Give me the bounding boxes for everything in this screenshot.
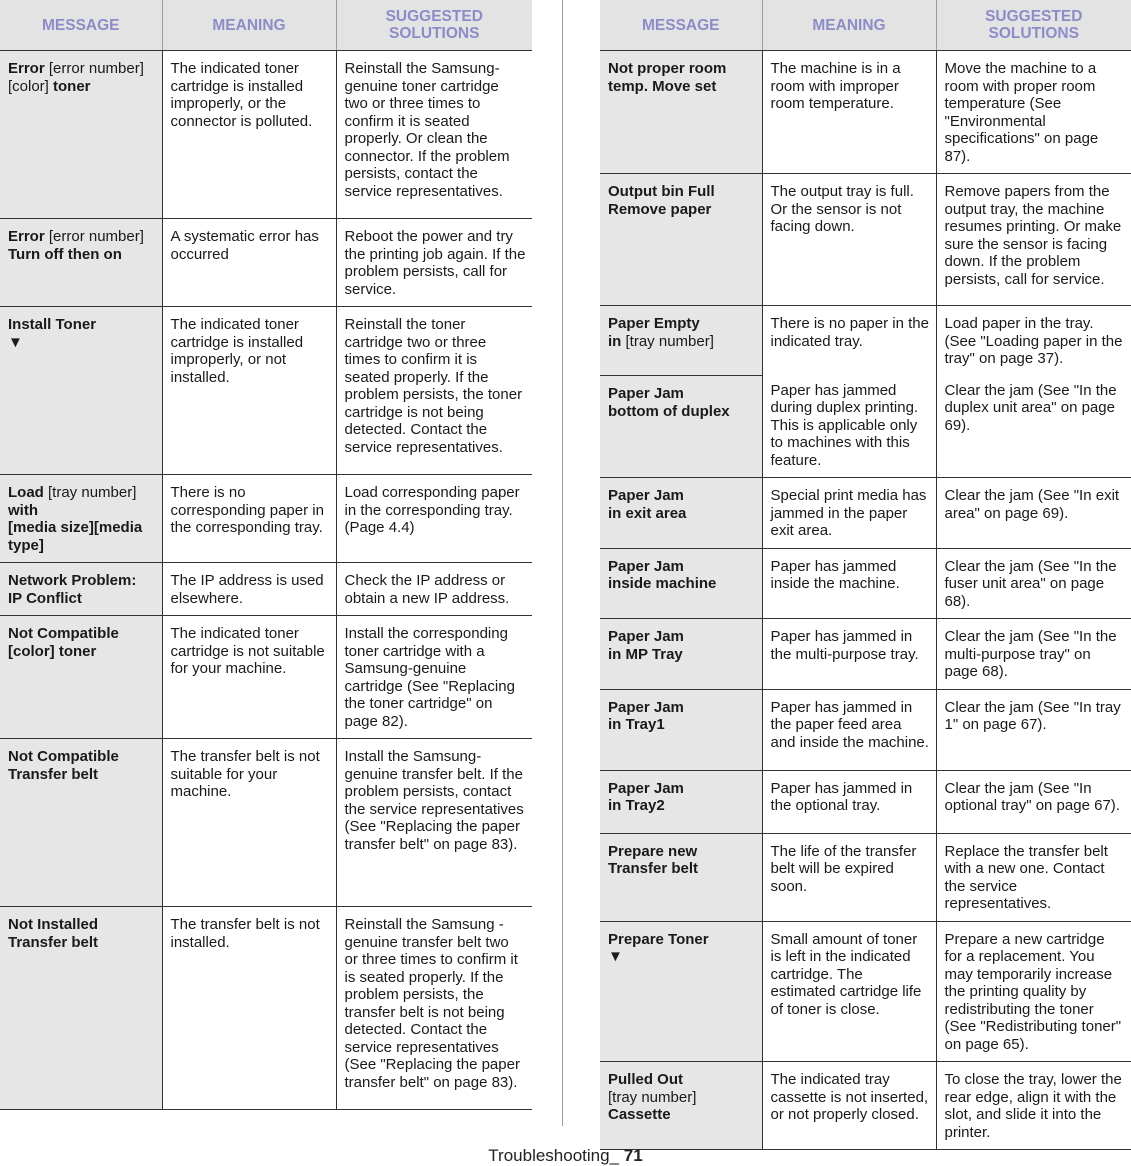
table-row [600,770,1131,833]
table-row [0,739,532,907]
header-row [0,0,532,51]
header-meaning: MEANING [762,0,936,51]
meaning-cell: Paper has jammed during duplex printing. This is applicable only to machines with this feature. [762,376,936,478]
header-meaning: MEANING [162,0,336,51]
down-arrow-icon: ▼ [8,333,23,351]
message-cell: Install Toner ▼ [0,307,162,475]
message-cell: Load [tray number] with [media size][media type] [0,475,162,563]
message-cell: Not Installed Transfer belt [0,907,162,1110]
table-row [0,51,532,219]
solution-cell: Reinstall the Samsung-genuine toner cartridge two or three times to confirm it is seated properly. Or clean the connector. If the problem persists, contact the service representatives. [336,51,532,219]
column-divider [562,0,563,1126]
header-row [600,0,1131,51]
meaning-cell: The IP address is used elsewhere. [162,563,336,616]
table-row [600,833,1131,921]
solution-cell: Load paper in the tray. (See "Loading paper in the tray" on page 37). [936,306,1131,376]
solution-cell: Clear the jam (See "In the fuser unit area" on page 68). [936,548,1131,619]
message-cell: Not Compatible [color] toner [0,616,162,739]
page-footer [0,1146,1131,1166]
message-cell: Output bin Full Remove paper [600,174,762,306]
message-cell: Paper Empty in [tray number] [600,306,762,376]
message-cell: Paper Jam inside machine [600,548,762,619]
meaning-cell: Paper has jammed in the paper feed area and inside the machine. [762,689,936,770]
table-row [0,219,532,307]
message-cell: Error [error number] [color] toner [0,51,162,219]
down-arrow-icon: ▼ [608,948,623,965]
header-message: MESSAGE [0,0,162,51]
table-row [600,51,1131,174]
meaning-cell: Special print media has jammed in the paper exit area. [762,478,936,549]
message-cell: Prepare new Transfer belt [600,833,762,921]
header-message: MESSAGE [600,0,762,51]
table-row [600,548,1131,619]
solution-cell: To close the tray, lower the rear edge, align it with the slot, and slide it into the printer. [936,1062,1131,1150]
table-row [600,689,1131,770]
table-row [0,907,532,1110]
solution-cell: Reinstall the toner cartridge two or three times to confirm it is seated properly. If the problem persists, the toner cartridge is not being detected. Contact the service representatives. [336,307,532,475]
table-row [600,619,1131,690]
solution-cell: Move the machine to a room with proper room temperature (See "Environmental specifications" on page 87). [936,51,1131,174]
meaning-cell: The machine is in a room with improper room temperature. [762,51,936,174]
message-cell: Error [error number] Turn off then on [0,219,162,307]
meaning-cell: There is no corresponding paper in the corresponding tray. [162,475,336,563]
meaning-cell: Paper has jammed inside the machine. [762,548,936,619]
meaning-cell: The transfer belt is not suitable for your machine. [162,739,336,907]
solution-cell: Clear the jam (See "In the multi-purpose tray" on page 68). [936,619,1131,690]
meaning-cell: The transfer belt is not installed. [162,907,336,1110]
right-message-table [600,0,1131,1150]
meaning-cell: There is no paper in the indicated tray. [762,306,936,376]
meaning-cell: The indicated toner cartridge is installed improperly, or not installed. [162,307,336,475]
solution-cell: Clear the jam (See "In exit area" on page 69). [936,478,1131,549]
meaning-cell: The indicated tray cassette is not inserted, or not properly closed. [762,1062,936,1150]
meaning-cell: A systematic error has occurred [162,219,336,307]
message-cell: Paper Jam in MP Tray [600,619,762,690]
message-cell: Paper Jam bottom of duplex [600,376,762,478]
message-cell: Not Compatible Transfer belt [0,739,162,907]
message-cell: Prepare Toner ▼ [600,921,762,1062]
header-suggested-solutions: SUGGESTED SOLUTIONS [336,0,532,51]
solution-cell: Load corresponding paper in the corresponding tray. (Page 4.4) [336,475,532,563]
solution-cell: Clear the jam (See "In the duplex unit area" on page 69). [936,376,1131,478]
message-cell: Network Problem: IP Conflict [0,563,162,616]
table-row [0,475,532,563]
table-row [600,921,1131,1062]
solution-cell: Replace the transfer belt with a new one. Contact the service representatives. [936,833,1131,921]
message-cell: Paper Jam in Tray1 [600,689,762,770]
solution-cell: Prepare a new cartridge for a replacement. You may temporarily increase the printing quality by redistributing the toner (See "Redistributing toner" on page 65). [936,921,1131,1062]
page-number: 71 [623,1146,643,1165]
solution-cell: Reinstall the Samsung -genuine transfer belt two or three times to confirm it is seated properly. If the problem persists, the transfer belt is not being detected. Contact the service representatives (See "Replacing the paper transfer belt" on page 83). [336,907,532,1110]
meaning-cell: The indicated toner cartridge is installed improperly, or the connector is polluted. [162,51,336,219]
message-cell: Paper Jam in exit area [600,478,762,549]
footer-label: Troubleshooting_ [488,1146,624,1165]
table-row [600,174,1131,306]
solution-cell: Check the IP address or obtain a new IP address. [336,563,532,616]
table-row [600,478,1131,549]
header-suggested-solutions: SUGGESTED SOLUTIONS [936,0,1131,51]
meaning-cell: Paper has jammed in the multi-purpose tray. [762,619,936,690]
table-row [600,376,1131,478]
meaning-cell: Small amount of toner is left in the indicated cartridge. The estimated cartridge life of toner is close. [762,921,936,1062]
solution-cell: Clear the jam (See "In optional tray" on page 67). [936,770,1131,833]
meaning-cell: The life of the transfer belt will be expired soon. [762,833,936,921]
table-row [0,563,532,616]
solution-cell: Install the Samsung-genuine transfer belt. If the problem persists, contact the service representatives (See "Replacing the paper transfer belt" on page 83). [336,739,532,907]
solution-cell: Clear the jam (See "In tray 1" on page 67). [936,689,1131,770]
table-row [0,307,532,475]
left-message-table [0,0,532,1110]
message-cell: Paper Jam in Tray2 [600,770,762,833]
message-cell: Pulled Out [tray number] Cassette [600,1062,762,1150]
table-row [600,1062,1131,1150]
message-cell: Not proper room temp. Move set [600,51,762,174]
solution-cell: Install the corresponding toner cartridge with a Samsung-genuine cartridge (See "Replacing the toner cartridge" on page 82). [336,616,532,739]
solution-cell: Remove papers from the output tray, the machine resumes printing. Or make sure the sensor is facing down. If the problem persists, call for service. [936,174,1131,306]
meaning-cell: The indicated toner cartridge is not suitable for your machine. [162,616,336,739]
meaning-cell: The output tray is full. Or the sensor is not facing down. [762,174,936,306]
table-row [600,306,1131,376]
solution-cell: Reboot the power and try the printing job again. If the problem persists, call for service. [336,219,532,307]
meaning-cell: Paper has jammed in the optional tray. [762,770,936,833]
table-row [0,616,532,739]
